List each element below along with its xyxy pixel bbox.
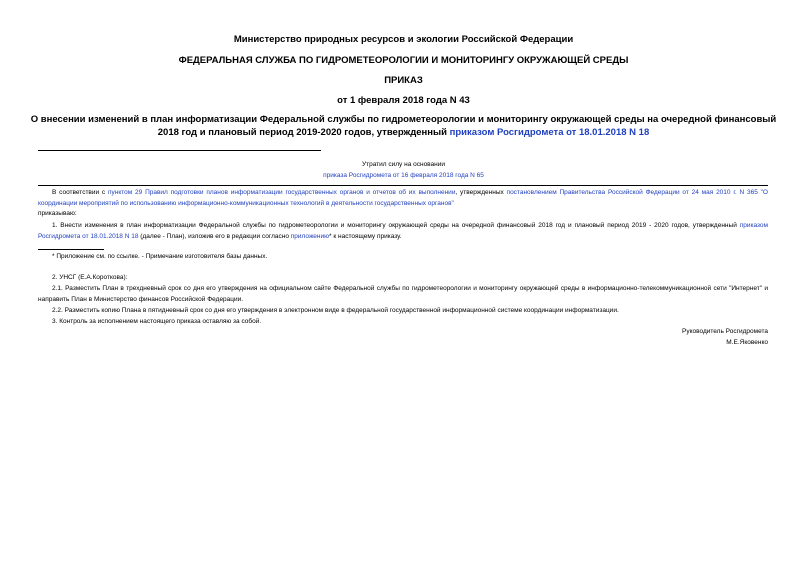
item-1-text-3: * к настоящему приказу. bbox=[329, 232, 402, 240]
divider-status bbox=[38, 185, 768, 186]
signatory-name: М.Е.Яковенко bbox=[726, 339, 768, 346]
link-rules-point-29[interactable]: пунктом 29 Правил подготовки планов информатизации государственных органов и отчетов об их выполнении bbox=[107, 189, 456, 196]
service-name: ФЕДЕРАЛЬНАЯ СЛУЖБА ПО ГИДРОМЕТЕОРОЛОГИИ И МОНИТОРИНГУ ОКРУЖАЮЩЕЙ СРЕДЫ bbox=[178, 55, 629, 66]
preamble-text-1: В соответствии с bbox=[52, 189, 108, 196]
status-link-wrap bbox=[0, 171, 807, 182]
item-1-text-1: 1. Внести изменения в план информатизации Федеральной службы по гидрометеорологии и мониторингу окружающей среды на очередной финансовый 2018 год и плановый период 2019 - 2020 годов, утвержденный bbox=[52, 222, 740, 229]
item-1-text-2: (далее - План), изложив его в редакции согласно bbox=[138, 232, 291, 240]
item-1-paragraph bbox=[38, 221, 768, 242]
footnote: * Приложение см. по ссылке. - Примечание изготовителя базы данных. bbox=[52, 253, 268, 260]
preamble-text-2: , утвержденных bbox=[455, 189, 507, 196]
signatory-position: Руководитель Росгидромета bbox=[681, 328, 768, 335]
link-appendix[interactable]: приложению bbox=[290, 232, 329, 240]
document-type: ПРИКАЗ bbox=[384, 75, 423, 86]
item-2-1: 2.1. Разместить План в трехдневный срок со дня его утверждения на официальном сайте Федеральной службы по гидрометеорологии и мониторингу окружающей среды в информационно-телекоммуникационной сети "Интернет" и направить План в Министерство финансов Российской Федерации. bbox=[38, 285, 768, 303]
footnote-divider bbox=[38, 249, 104, 250]
preamble-paragraph bbox=[38, 188, 768, 209]
status-notice: Утратил силу на основании bbox=[361, 161, 446, 168]
document-date-number: от 1 февраля 2018 года N 43 bbox=[337, 95, 470, 106]
title-text: О внесении изменений в план информатизации Федеральной службы по гидрометеорологии и мониторингу окружающей среды на очередной финансовый 2018 год и плановый период 2019-2020 годов, утвержденный bbox=[30, 114, 777, 138]
item-2-2: 2.2. Разместить копию Плана в пятидневный срок со дня его утверждения в электронном виде в федеральной государственной информационной системе координации информатизации. bbox=[52, 307, 619, 314]
title-link-order-18[interactable]: приказом Росгидромета от 18.01.2018 N 18 bbox=[449, 127, 650, 138]
item-3: 3. Контроль за исполнением настоящего приказа оставляю за собой. bbox=[52, 318, 262, 325]
item-2: 2. УНСГ (Е.А.Короткова): bbox=[52, 274, 128, 281]
status-link-order-65[interactable]: приказа Росгидромета от 16 февраля 2018 года N 65 bbox=[323, 172, 484, 179]
divider-top bbox=[38, 150, 321, 151]
link-order-18[interactable]: приказом Росгидромета от 18.01.2018 N 18 bbox=[38, 222, 768, 240]
order-word: приказываю: bbox=[38, 210, 77, 217]
link-government-decree-365[interactable]: постановлением Правительства Российской Федерации от 24 мая 2010 г. N 365 "О координации мероприятий по использованию информационно-коммуникационных технологий в деятельности государственных органов" bbox=[38, 189, 768, 207]
ministry-name: Министерство природных ресурсов и экологии Российской Федерации bbox=[233, 34, 574, 45]
document-title bbox=[30, 113, 777, 139]
